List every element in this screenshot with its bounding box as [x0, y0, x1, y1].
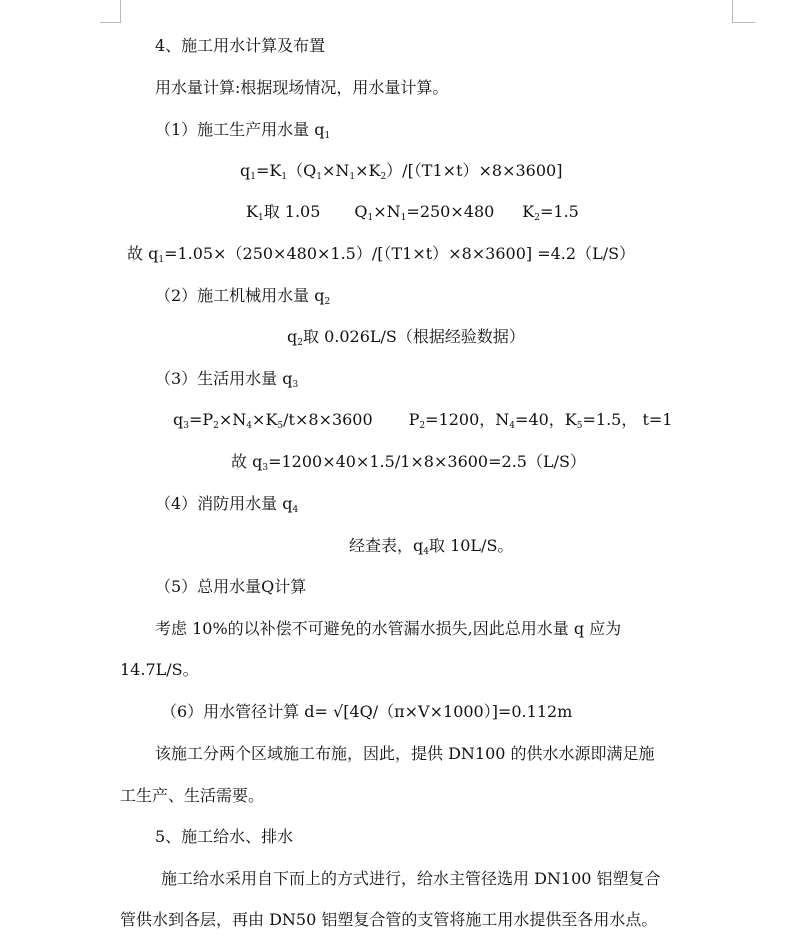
subheading-construction-water-q1: （1）施工生产用水量 $q_1$: [155, 120, 331, 141]
paragraph-water-supply-line2: 管供水到各层，再由 DN50 铝塑复合管的支管将施工用水提供至各用水点。: [120, 910, 658, 929]
page-corner-mark-left: [100, 0, 121, 23]
formula-q1: $q_1=K_1(Q_1\times N_1\times K_2)/[(T1\times t)\times 8\times 3600]$: [240, 161, 563, 182]
paragraph-water-supply-line1: 施工给水采用自下而上的方式进行，给水主管径选用 DN100 铝塑复合: [161, 869, 661, 888]
subheading-machinery-water-q2: （2）施工机械用水量 $q_2$: [155, 286, 331, 307]
formula-q3: $q_3=P_2\times N_4\times K_5/t\times 8\times 3600$ $P_2=1200$，$N_4=40$，$K_5=1.5$， t=1: [173, 410, 673, 431]
subheading-pipe-diameter: （6）用水管径计算 d= √[4Q/（π×V×1000）]=0.112m: [161, 702, 573, 721]
formula-q3-result: 故 $q_3=1200\times 40\times 1.5/1\times 8\times 3600=2.5(L/S)$: [231, 452, 586, 473]
paragraph-total-water-line2: 14.7L/S。: [120, 660, 199, 679]
paragraph-water-usage-intro: 用水量计算:根据现场情况，用水量计算。: [155, 78, 449, 97]
subheading-living-water-q3: （3）生活用水量 $q_3$: [155, 369, 299, 390]
formula-q1-parameters: $K_1$取 1.05 $Q_1\times N_1=250\times 480$ $K_2=1.5$: [246, 202, 579, 223]
formula-q4: 经查表，$q_4$取 10L/S。: [349, 536, 514, 557]
subheading-fire-water-q4: （4）消防用水量 $q_4$: [155, 494, 299, 515]
paragraph-water-source-line1: 该施工分两个区域施工布施，因此，提供 DN100 的供水水源即满足施: [155, 744, 655, 763]
section-heading-water-supply-drainage: 5、施工给水、排水: [155, 827, 294, 846]
paragraph-total-water-line1: 考虑 10%的以补偿不可避免的水管漏水损失,因此总用水量 q 应为: [155, 619, 622, 638]
page-corner-mark-right: [732, 0, 755, 23]
formula-q2: $q_2$取 0.026L/S（根据经验数据）: [287, 327, 525, 348]
section-heading-water-calculation: 4、施工用水计算及布置: [155, 36, 326, 55]
formula-q1-result: 故 $q_1=1.05\times(250\times 480\times 1.5)/[(T1\times t)\times 8\times 3600] =4.2(L/S)$: [127, 244, 636, 265]
subheading-total-water-q: （5）总用水量Q计算: [155, 577, 307, 596]
paragraph-water-source-line2: 工生产、生活需要。: [120, 786, 265, 805]
